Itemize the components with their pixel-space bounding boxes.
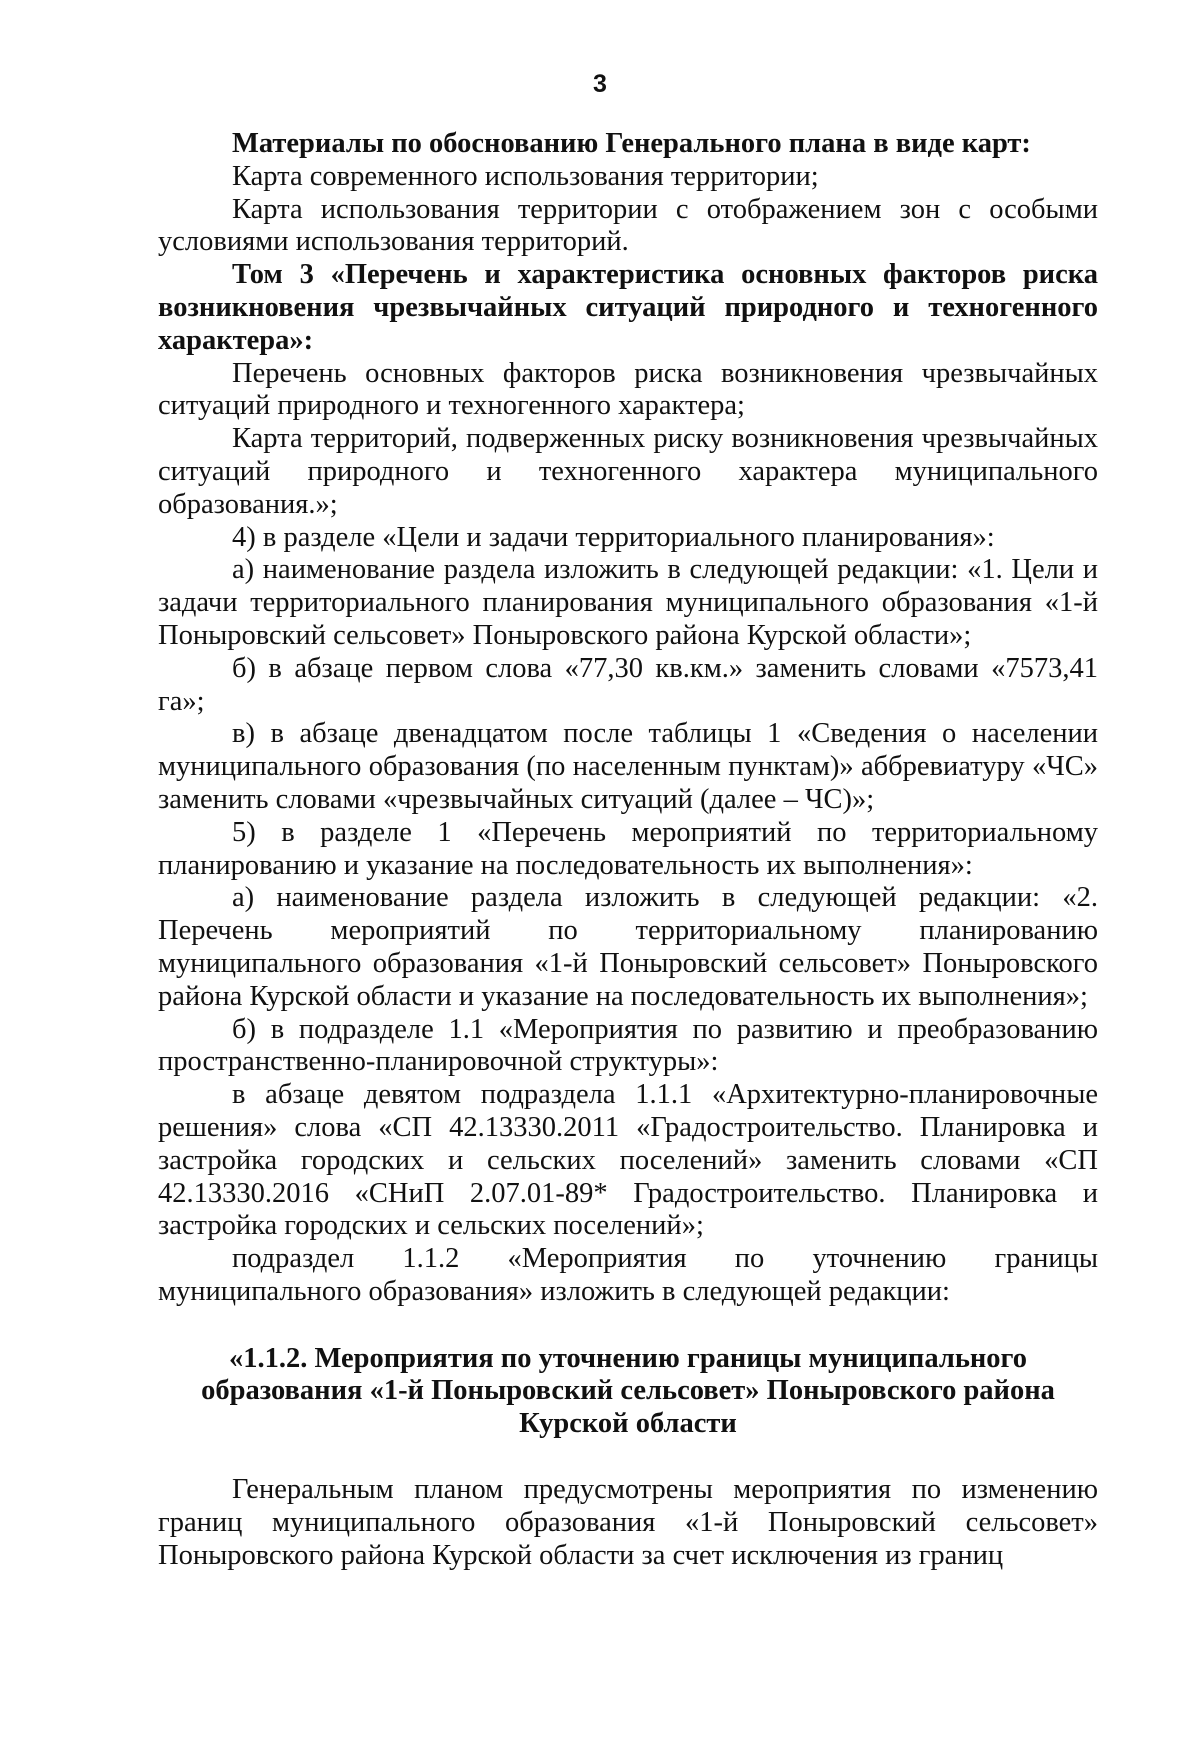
paragraph: Карта современного использования территории; <box>232 160 819 192</box>
document-body <box>158 128 1098 1572</box>
section-heading: «1.1.2. Мероприятия по уточнению границы муниципального образования «1-й Поныровский сельсовет» Поныровского района Курской области <box>201 1342 1055 1440</box>
paragraph: 4) в разделе «Цели и задачи территориального планирования»: <box>232 521 995 553</box>
paragraph: Карта территорий, подверженных риску возникновения чрезвычайных ситуаций природного и техногенного характера муниципального образования.»; <box>158 423 1098 520</box>
paragraph: в) в абзаце двенадцатом после таблицы 1 «Сведения о населении муниципального образования (по населенным пунктам)» аббревиатуру «ЧС» заменить словами «чрезвычайных ситуаций (далее – ЧС)»; <box>158 718 1098 815</box>
paragraph: в абзаце девятом подраздела 1.1.1 «Архитектурно-планировочные решения» слова «СП 42.13330.2011 «Градостроительство. Планировка и застройка городских и сельских поселений» заменить словами «СП 42.13330.2016 «СНиП 2.07.01-89* Градостроительство. Планировка и застройка городских и сельских поселений»; <box>158 1079 1098 1242</box>
paragraph: а) наименование раздела изложить в следующей редакции: «2. Перечень мероприятий по территориальному планированию муниципального образования «1-й Поныровский сельсовет» Поныровского района Курской области и указание на последовательность их выполнения»; <box>158 882 1098 1012</box>
paragraph: Перечень основных факторов риска возникновения чрезвычайных ситуаций природного и техногенного характера; <box>158 357 1098 422</box>
paragraph: подраздел 1.1.2 «Мероприятия по уточнению границы муниципального образования» изложить в следующей редакции: <box>158 1243 1098 1307</box>
final-paragraph: Генеральным планом предусмотрены мероприятия по изменению границ муниципального образования «1-й Поныровский сельсовет» Поныровского района Курской области за счет исключения из границ <box>158 1474 1098 1571</box>
paragraph-materials-heading: Материалы по обоснованию Генерального плана в виде карт: <box>232 128 1031 159</box>
paragraph-volume3-heading: Том 3 «Перечень и характеристика основных факторов риска возникновения чрезвычайных ситуаций природного и техногенного характера»: <box>158 259 1098 356</box>
paragraph: б) в абзаце первом слова «77,30 кв.км.» заменить словами «7573,41 га»; <box>158 652 1098 717</box>
paragraph: а) наименование раздела изложить в следующей редакции: «1. Цели и задачи территориального планирования муниципального образования «1-й Поныровский сельсовет» Поныровского района Курской области»; <box>158 554 1098 651</box>
paragraph: б) в подразделе 1.1 «Мероприятия по развитию и преобразованию пространственно-планировочной структуры»: <box>158 1013 1098 1078</box>
page-number: 3 <box>593 70 607 98</box>
paragraph: 5) в разделе 1 «Перечень мероприятий по территориальному планированию и указание на последовательность их выполнения»: <box>158 816 1098 881</box>
paragraph: Карта использования территории с отображением зон с особыми условиями использования территорий. <box>158 193 1098 258</box>
